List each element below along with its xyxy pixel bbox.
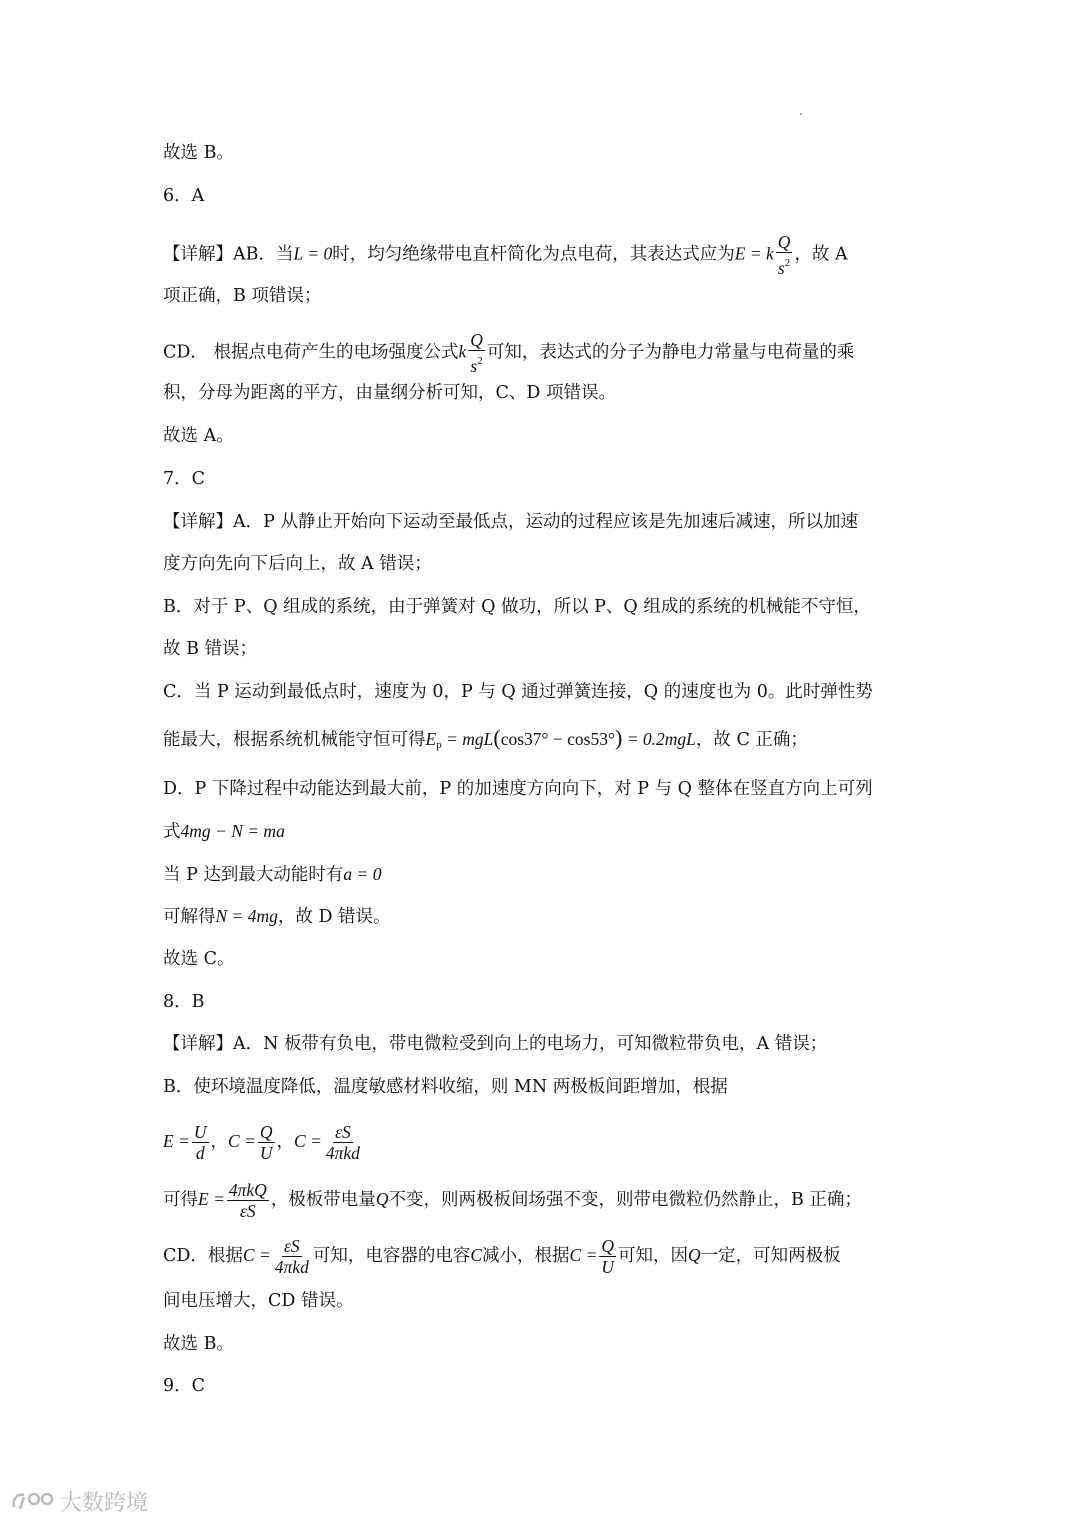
text-line: 【详解】A．N 板带有负电，带电微粒受到向上的电场力，可知微粒带负电，A 错误； — [163, 1034, 828, 1054]
text-line: D．P 下降过程中动能达到最大前，P 的加速度方向向下，对 P 与 Q 整体在竖直方向上可列 — [163, 779, 873, 799]
answer-8: 8．B — [163, 992, 205, 1012]
text-line: 故选 A。 — [163, 426, 234, 446]
fraction-es-over-4pikd: $\frac{\varepsilon S}{\text{4πkd}}$ — [274, 1236, 309, 1277]
text-line: 故选 C。 — [163, 949, 235, 969]
explanation-6-line-3: CD． 根据点电荷产生的电场强度公式k $\frac{Q}{s^2}$ 可知，表达式的分子为静电力常量与电荷量的乘 — [163, 330, 855, 376]
explanation-6-line-1: 【详解】AB．当L = 0时，均匀绝缘带电直杆简化为点电荷，其表达式应为E = k $\frac{Q}{s^2}$ ，故 A — [163, 232, 848, 278]
text-line: 故 B 错误； — [163, 639, 257, 659]
text-line: B．使环境温度降低，温度敏感材料收缩，则 MN 两极板间距增加，根据 — [163, 1077, 728, 1097]
text-line: 故选 B。 — [163, 143, 234, 163]
equation-line: 可解得N = 4mg，故 D 错误。 — [163, 906, 391, 927]
text-line: 积，分母为距离的平方，由量纲分析可知，C、D 项错误。 — [163, 383, 616, 403]
equation-line: 当 P 达到最大动能时有a = 0 — [163, 864, 382, 885]
text-line: C．当 P 运动到最低点时，速度为 0，P 与 Q 通过弹簧连接，Q 的速度也为 0。此时弹性势 — [163, 682, 873, 702]
text-line: 项正确，B 项错误； — [163, 286, 322, 306]
text-line: 故选 B。 — [163, 1334, 234, 1354]
equation-line: 式4mg − N = ma — [163, 821, 285, 842]
stray-dot — [800, 113, 802, 115]
fraction-q-over-u: $\frac{Q}{U}$ — [601, 1236, 615, 1277]
fraction-4pikq-over-es: $\frac{\text{4πkQ}}{\varepsilon S}$ — [228, 1180, 267, 1221]
formula-line: E = $\frac{U}{d}$ ，C = $\frac{Q}{U}$ ，C = $\frac{\varepsilon S}{\text{4πkd}}$ — [163, 1122, 360, 1163]
formula-line: 可得E = $\frac{\text{4πkQ}}{\varepsilon S}$ ，极板带电量Q不变，则两极板间场强不变，则带电微粒仍然静止，B 正确； — [163, 1180, 862, 1221]
fraction-q-over-u: $\frac{Q}{U}$ — [259, 1122, 273, 1163]
fraction-q-over-s2: $\frac{Q}{s^2}$ — [777, 232, 791, 278]
fraction-es-over-4pikd: $\frac{\varepsilon S}{\text{4πkd}}$ — [325, 1122, 360, 1163]
text-line: 度方向先向下后向上，故 A 错误； — [163, 554, 432, 574]
text-line: 间电压增大，CD 错误。 — [163, 1291, 354, 1311]
formula-line: CD．根据C = $\frac{\varepsilon S}{\text{4πkd}}$ 可知，电容器的电容C减小，根据C = $\frac{Q}{U}$ 可知，因Q一定，可知两极板 — [163, 1236, 841, 1277]
answer-7: 7．C — [163, 469, 206, 489]
fraction-u-over-d: $\frac{U}{d}$ — [193, 1122, 207, 1163]
watermark — [10, 1486, 148, 1517]
answer-6: 6．A — [163, 186, 205, 206]
watermark-text: 大数跨境 — [60, 1491, 149, 1516]
watermark-logo-icon — [10, 1489, 56, 1515]
fraction-q-over-s2: $\frac{Q}{s^2}$ — [470, 330, 483, 376]
text-line: 【详解】A．P 从静止开始向下运动至最低点，运动的过程应该是先加速后减速，所以加速 — [163, 512, 858, 532]
text-line: B．对于 P、Q 组成的系统，由于弹簧对 Q 做功，所以 P、Q 组成的系统的机械能不守恒， — [163, 597, 871, 617]
answer-9: 9．C — [163, 1376, 206, 1396]
explanation-7-energy-line: 能最大，根据系统机械能守恒可得$E_p = mgL(\cos 37^\circ - \cos 53^\circ) = 0.2mgL$，故 C 正确； — [163, 725, 808, 751]
